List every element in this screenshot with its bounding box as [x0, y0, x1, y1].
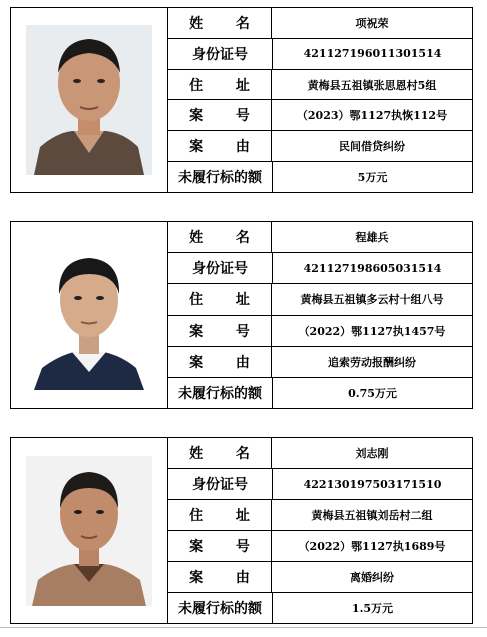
portrait-photo — [26, 456, 152, 606]
label-name: 姓 名 — [168, 8, 272, 38]
label-amount: 未履行标的额 — [168, 378, 273, 408]
value-name: 项祝荣 — [355, 16, 389, 30]
value-case-no: （2023）鄂1127执恢112号 — [296, 109, 448, 123]
row-name — [168, 8, 472, 39]
row-amount — [168, 378, 472, 408]
label-case-no: 案 号 — [168, 100, 272, 130]
row-cause — [168, 562, 472, 593]
label-address: 住 址 — [168, 70, 272, 100]
row-case-no — [168, 316, 472, 347]
label-name: 姓 名 — [168, 438, 272, 468]
row-case-no — [168, 531, 472, 562]
portrait-photo — [26, 25, 152, 175]
row-amount — [168, 593, 472, 623]
row-name — [168, 438, 472, 469]
value-amount: 1.5万元 — [351, 602, 394, 615]
row-cause — [168, 347, 472, 378]
photo-cell — [11, 438, 168, 623]
value-name: 刘志刚 — [355, 447, 389, 460]
value-cause: 民间借贷纠纷 — [339, 140, 405, 154]
photo-cell — [11, 222, 168, 408]
label-case-no: 案 号 — [168, 531, 272, 561]
value-cause: 追索劳动报酬纠纷 — [328, 355, 416, 369]
label-amount: 未履行标的额 — [168, 162, 273, 192]
label-cause: 案 由 — [168, 562, 272, 592]
value-id: 422130197503171510 — [303, 477, 442, 491]
row-amount — [168, 162, 472, 192]
value-name: 程雄兵 — [355, 231, 389, 245]
label-cause: 案 由 — [168, 347, 272, 377]
photo-cell — [11, 8, 168, 192]
portrait-photo — [26, 240, 152, 390]
row-case-no — [168, 100, 472, 131]
label-id: 身份证号 — [168, 469, 273, 499]
debtor-card-2 — [10, 221, 473, 409]
debtor-card-3 — [10, 437, 473, 624]
value-address: 黄梅县五祖镇张思恩村5组 — [307, 78, 437, 92]
info-rows — [168, 222, 472, 408]
value-amount: 5万元 — [357, 171, 388, 185]
row-address — [168, 500, 472, 531]
value-amount: 0.75万元 — [348, 386, 397, 400]
label-address: 住 址 — [168, 500, 272, 530]
label-id: 身份证号 — [168, 39, 273, 69]
value-id: 421127198605031514 — [303, 261, 442, 275]
label-amount: 未履行标的额 — [168, 593, 273, 623]
value-case-no: （2022）鄂1127执1457号 — [298, 324, 446, 338]
info-rows — [168, 8, 472, 192]
row-cause — [168, 131, 472, 162]
value-address: 黄梅县五祖镇刘岳村二组 — [311, 509, 433, 522]
value-address: 黄梅县五祖镇多云村十组八号 — [300, 293, 444, 307]
label-case-no: 案 号 — [168, 316, 272, 346]
value-case-no: （2022）鄂1127执1689号 — [298, 540, 446, 553]
row-address — [168, 70, 472, 101]
debtor-card-1 — [10, 7, 473, 193]
row-name — [168, 222, 472, 253]
row-id — [168, 253, 472, 284]
label-name: 姓 名 — [168, 222, 272, 252]
info-rows — [168, 438, 472, 623]
label-address: 住 址 — [168, 284, 272, 314]
value-id: 421127196011301514 — [303, 47, 442, 61]
row-id — [168, 469, 472, 500]
row-id — [168, 39, 472, 70]
value-cause: 离婚纠纷 — [350, 571, 394, 584]
row-address — [168, 284, 472, 315]
label-id: 身份证号 — [168, 253, 273, 283]
label-cause: 案 由 — [168, 131, 272, 161]
